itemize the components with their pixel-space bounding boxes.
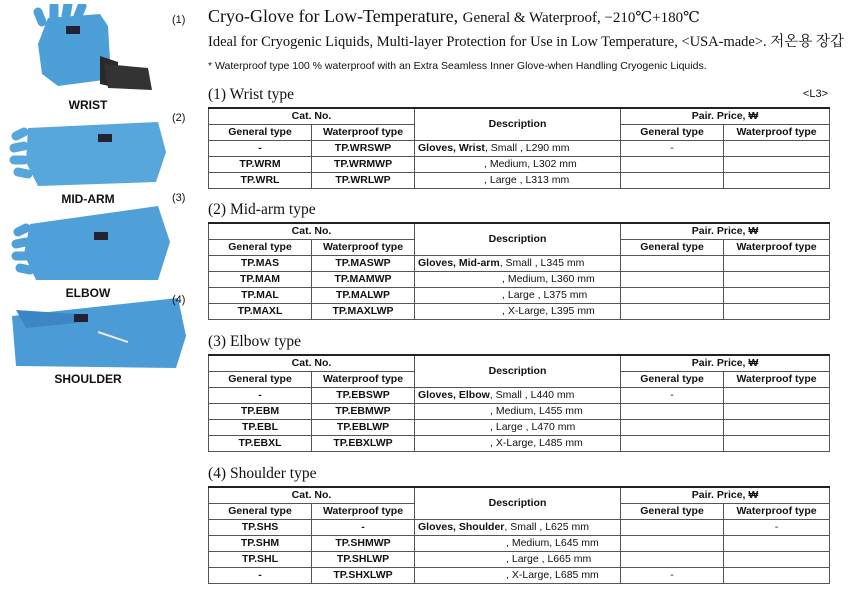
price-general-header: General type — [621, 503, 724, 519]
section-heading: (2) Mid-arm type — [208, 201, 316, 218]
elbow-number: (3) — [172, 192, 186, 204]
price-general-header: General type — [621, 371, 724, 387]
wrist-table — [208, 107, 830, 189]
table-row: TP.MAL TP.MALWP , Large , L375 mm — [209, 287, 830, 303]
table-row: TP.EBXL TP.EBXLWP , X-Large, L485 mm — [209, 435, 830, 451]
elbow-table — [208, 354, 830, 452]
table-row: TP.MAM TP.MAMWP , Medium, L360 mm — [209, 271, 830, 287]
description-header: Description — [415, 108, 621, 140]
price-waterproof-header: Waterproof type — [724, 124, 830, 140]
table-row: TP.SHM TP.SHMWP , Medium, L645 mm — [209, 535, 830, 551]
shoulder-label: SHOULDER — [54, 372, 122, 386]
midarm-label: MID-ARM — [61, 192, 115, 206]
section-heading: (3) Elbow type — [208, 333, 301, 350]
waterproof-header: Waterproof type — [312, 503, 415, 519]
general-header: General type — [209, 371, 312, 387]
table-row: TP.WRL TP.WRLWP , Large , L313 mm — [209, 172, 830, 188]
general-header: General type — [209, 503, 312, 519]
table-row: TP.MAXL TP.MAXLWP , X-Large, L395 mm — [209, 303, 830, 319]
waterproof-header: Waterproof type — [312, 239, 415, 255]
price-waterproof-header: Waterproof type — [724, 371, 830, 387]
waterproof-header: Waterproof type — [312, 124, 415, 140]
elbow-glove-image — [8, 198, 188, 284]
price-header: Pair. Price, ₩ — [621, 108, 830, 124]
description-header: Description — [415, 355, 621, 387]
price-waterproof-header: Waterproof type — [724, 239, 830, 255]
midarm-number: (2) — [172, 112, 186, 124]
cat-no-header: Cat. No. — [209, 223, 415, 239]
table-row: - TP.WRSWP Gloves, Wrist, Small , L290 mm - — [209, 140, 830, 156]
table-row: TP.WRM TP.WRMWP , Medium, L302 mm — [209, 156, 830, 172]
waterproof-note: * Waterproof type 100 % waterproof with an Extra Seamless Inner Glove-when Handling Cryogenic Liquids. — [208, 60, 707, 72]
table-row: - TP.SHXLWP , X-Large, L685 mm - — [209, 567, 830, 583]
price-header: Pair. Price, ₩ — [621, 487, 830, 503]
section-heading: (4) Shoulder type — [208, 465, 317, 482]
table-row: TP.SHS - Gloves, Shoulder, Small , L625 mm - — [209, 519, 830, 535]
description-header: Description — [415, 487, 621, 519]
cat-no-header: Cat. No. — [209, 108, 415, 124]
glove-wrist-figure — [8, 4, 188, 104]
price-general-header: General type — [621, 124, 724, 140]
glove-elbow-figure — [8, 198, 188, 284]
general-header: General type — [209, 124, 312, 140]
description-header: Description — [415, 223, 621, 255]
price-header: Pair. Price, ₩ — [621, 223, 830, 239]
wrist-glove-image — [8, 4, 188, 104]
price-general-header: General type — [621, 239, 724, 255]
table-row: TP.EBL TP.EBLWP , Large , L470 mm — [209, 419, 830, 435]
elbow-label: ELBOW — [65, 286, 111, 300]
table-row: TP.SHL TP.SHLWP , Large , L665 mm — [209, 551, 830, 567]
shoulder-number: (4) — [172, 294, 186, 306]
glove-midarm-figure — [8, 112, 188, 192]
wrist-number: (1) — [172, 14, 186, 26]
page-subtitle: Ideal for Cryogenic Liquids, Multi-layer Protection for Use in Low Temperature, <USA-made>. 저온용 장갑 — [208, 34, 844, 50]
table-row: - TP.EBSWP Gloves, Elbow, Small , L440 mm - — [209, 387, 830, 403]
glove-shoulder-figure — [8, 296, 188, 370]
table-row: TP.MAS TP.MASWP Gloves, Mid-arm, Small , L345 mm — [209, 255, 830, 271]
price-waterproof-header: Waterproof type — [724, 503, 830, 519]
midarm-glove-image — [8, 112, 188, 192]
page-title: Cryo-Glove for Low-Temperature, General & Waterproof, −210℃+180℃ — [208, 6, 700, 26]
cat-no-header: Cat. No. — [209, 355, 415, 371]
general-header: General type — [209, 239, 312, 255]
cat-no-header: Cat. No. — [209, 487, 415, 503]
catalog-code: <L3> — [802, 88, 828, 100]
waterproof-header: Waterproof type — [312, 371, 415, 387]
shoulder-table — [208, 486, 830, 584]
shoulder-glove-image — [8, 296, 188, 370]
section-heading: (1) Wrist type — [208, 86, 295, 103]
midarm-table — [208, 222, 830, 320]
price-header: Pair. Price, ₩ — [621, 355, 830, 371]
wrist-label: WRIST — [68, 98, 108, 112]
table-row: TP.EBM TP.EBMWP , Medium, L455 mm — [209, 403, 830, 419]
